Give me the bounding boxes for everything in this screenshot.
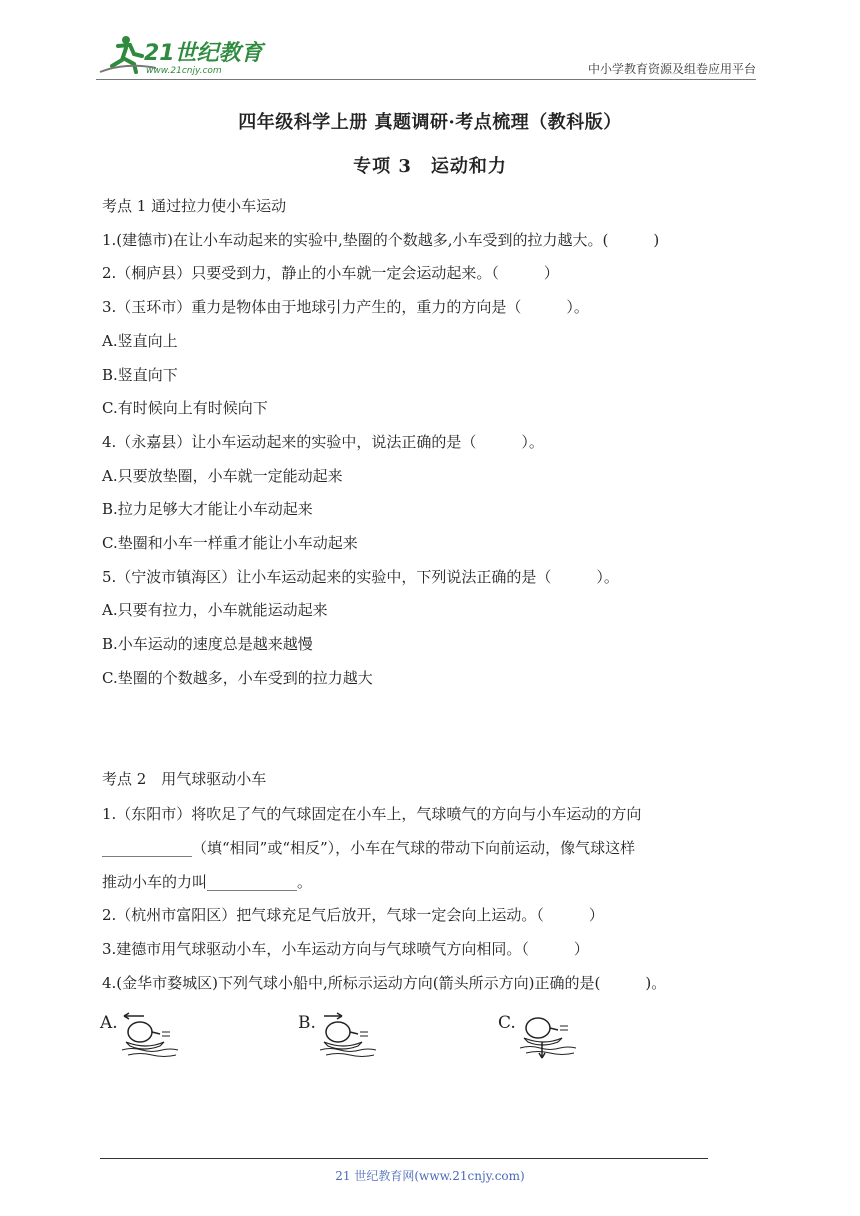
option-line: A.只要放垫圈，小车就一定能动起来	[102, 467, 343, 485]
question-line: 4.（永嘉县）让小车运动起来的实验中，说法正确的是（ ）。	[102, 433, 544, 451]
question-line: 2.（杭州市富阳区）把气球充足气后放开，气球一定会向上运动。（ ）	[102, 906, 604, 924]
option-line: B.拉力足够大才能让小车动起来	[102, 500, 313, 518]
option-line: A.竖直向上	[102, 332, 178, 350]
question-line: 3.建德市用气球驱动小车，小车运动方向与气球喷气方向相同。（ ）	[102, 940, 589, 958]
question-line: 5.（宁波市镇海区）让小车运动起来的实验中，下列说法正确的是（ ）。	[102, 568, 619, 586]
platform-label: 中小学教育资源及组卷应用平台	[587, 62, 756, 76]
header-divider	[96, 79, 756, 80]
question-line: 2.（桐庐县）只要受到力，静止的小车就一定会运动起来。（ ）	[102, 264, 559, 282]
option-line: C.垫圈的个数越多，小车受到的拉力越大	[102, 669, 373, 687]
question-line: 推动小车的力叫____________。	[102, 873, 313, 891]
question-line: 1.(建德市)在让小车动起来的实验中,垫圈的个数越多,小车受到的拉力越大。( )	[102, 231, 660, 249]
option-line: A.只要有拉力，小车就能运动起来	[102, 601, 328, 619]
figure-label: C.	[498, 1013, 516, 1033]
question-line: 3.（玉环市）重力是物体由于地球引力产生的，重力的方向是（ ）。	[102, 298, 589, 316]
footer-text: 21 世纪教育网(www.21cnjy.com)	[335, 1169, 525, 1183]
balloon-boat-figures	[96, 1008, 616, 1068]
option-line: C.垫圈和小车一样重才能让小车动起来	[102, 534, 358, 552]
figure-c-balloon-boat	[496, 1008, 596, 1064]
figure-label: A.	[100, 1013, 118, 1033]
option-line: B.竖直向下	[102, 366, 178, 384]
svg-text:www.21cnjy.com: www.21cnjy.com	[146, 66, 222, 76]
page-header	[96, 30, 756, 80]
option-line: B.小车运动的速度总是越来越慢	[102, 635, 313, 653]
question-line: ____________（填“相同”或“相反”），小车在气球的带动下向前运动，像气球这样	[102, 839, 636, 857]
svg-text:21世纪教育: 21世纪教育	[144, 41, 263, 66]
question-line: 1.（东阳市）将吹足了气的气球固定在小车上，气球喷气的方向与小车运动的方向	[102, 805, 642, 823]
footer-divider	[100, 1158, 708, 1159]
figure-label: B.	[298, 1013, 316, 1033]
section1-heading: 考点 1 通过拉力使小车运动	[102, 197, 287, 215]
question-line: 4.(金华市婺城区)下列气球小船中,所标示运动方向(箭头所示方向)正确的是( )。	[102, 974, 667, 992]
page-subtitle: 专项 3 运动和力	[353, 156, 507, 177]
figure-a-balloon-boat	[98, 1008, 198, 1064]
page-title: 四年级科学上册 真题调研·考点梳理（教科版）	[238, 112, 622, 133]
logo-21cnjy	[96, 32, 266, 76]
option-line: C.有时候向上有时候向下	[102, 399, 268, 417]
figure-b-balloon-boat	[296, 1008, 396, 1064]
section2-heading: 考点 2 用气球驱动小车	[102, 770, 267, 788]
